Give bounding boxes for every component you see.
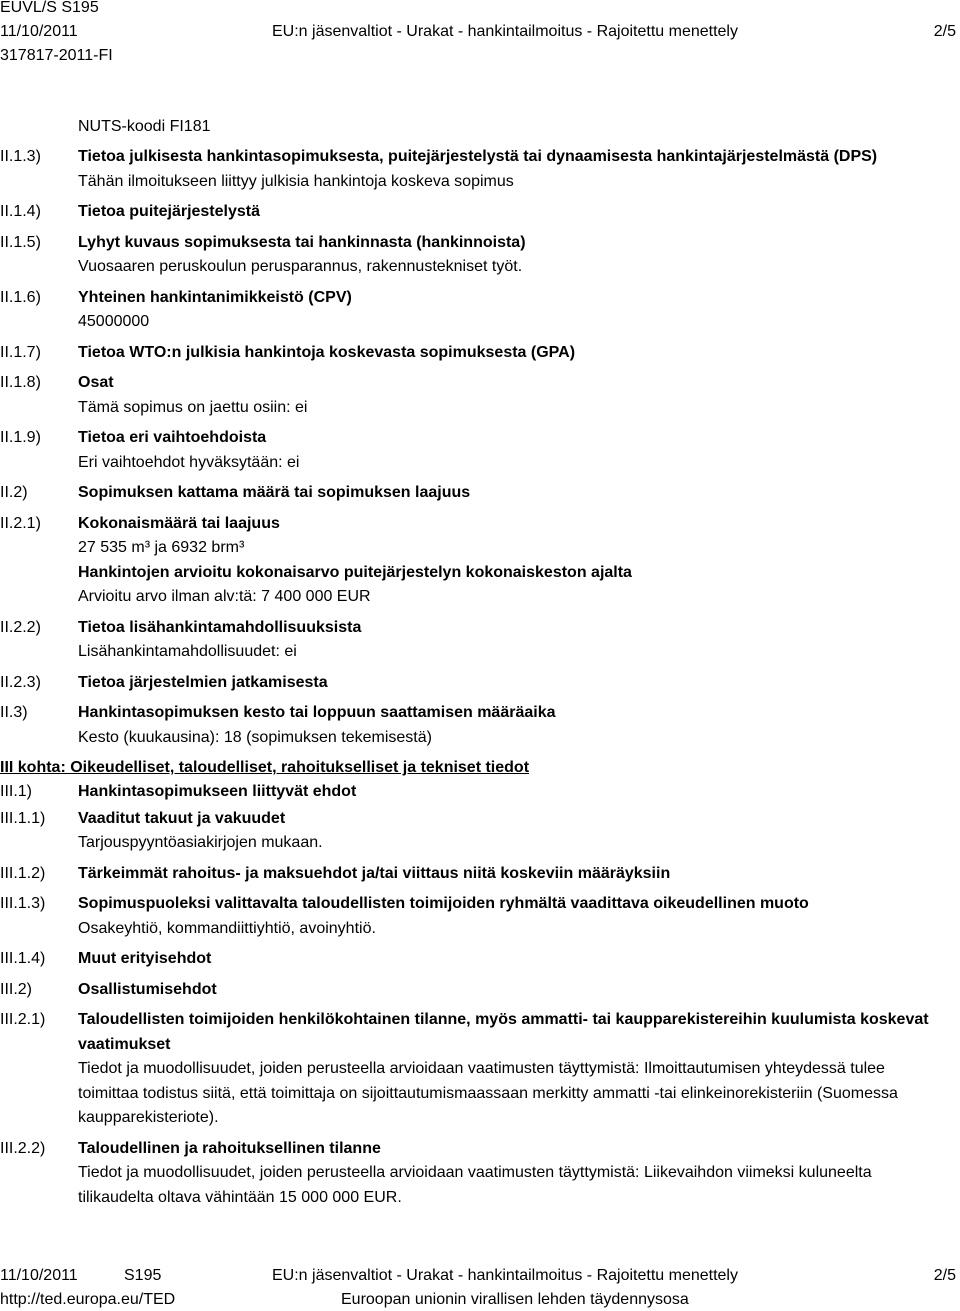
section-content [78, 671, 948, 696]
section-content [78, 616, 948, 665]
section-text: 45000000 [78, 313, 150, 330]
section-content [78, 200, 948, 225]
section-number: III.2) [0, 980, 33, 998]
section-text: 27 535 m³ ja 6932 brm³ [78, 539, 245, 556]
section-content [78, 701, 948, 750]
section-row [0, 512, 960, 610]
section-number: III.1.4) [0, 950, 46, 967]
section-number: II.1.7) [0, 343, 41, 361]
footer-publication: Euroopan unionin virallisen lehden täydennysosa [341, 1291, 689, 1308]
part-iii-heading: III kohta: Oikeudelliset, taloudelliset, rahoitukselliset ja tekniset tiedot [0, 759, 530, 776]
section-title: Tietoa eri vaihtoehdoista [78, 429, 267, 446]
section-content [78, 145, 948, 194]
section-number: III.1.2) [0, 864, 46, 882]
section-row [0, 807, 960, 856]
section-row [0, 1137, 960, 1211]
section-title: Taloudellisten toimijoiden henkilökohtainen tilanne, myös ammatti- tai kaupparekistereihin kuulumista koskevat vaatimukset [78, 1011, 929, 1053]
section-ii-list [0, 145, 960, 750]
doc-number: 317817-2011-FI [0, 47, 113, 64]
section-text: Tiedot ja muodollisuudet, joiden perusteella arvioidaan vaatimusten täyttymistä: Ilmoittautumisen yhteydessä tulee toimittaa todistus siitä, että toimittaja on sijoittautumismaassaan merkitty ammatti -tai elinkeinorekisteriin (Suomessa kaupparekisteriote). [78, 1060, 898, 1126]
section-number: II.1.5) [0, 233, 41, 251]
footer-date: 11/10/2011 [0, 1267, 78, 1284]
section-row [0, 616, 960, 665]
section-row [0, 371, 960, 420]
section-number: II.1.3) [0, 148, 41, 165]
section-number: III.1.1) [0, 809, 46, 827]
section-number: II.2.1) [0, 514, 41, 532]
section-title: Osat [78, 374, 114, 391]
header-page: 2/5 [933, 23, 956, 40]
section-number: III.2.2) [0, 1139, 46, 1157]
section-content [78, 1008, 948, 1131]
footer-series: S195 [124, 1267, 162, 1284]
section-title: Tietoa järjestelmien jatkamisesta [78, 673, 328, 691]
section-title: Hankintasopimuksen kesto tai loppuun saattamisen määräaika [78, 704, 556, 721]
section-subtitle: Hankintojen arvioitu kokonaisarvo puitejärjestelyn kokonaiskeston ajalta [78, 563, 632, 581]
section-content [78, 286, 948, 335]
section-title: Yhteinen hankintanimikkeistö (CPV) [78, 288, 352, 306]
section-iii-list [0, 780, 960, 1210]
nuts-code: NUTS-koodi FI181 [78, 118, 211, 135]
section-row [0, 200, 960, 225]
section-row [0, 1008, 960, 1131]
section-number: III.1.3) [0, 895, 46, 912]
header-title: EU:n jäsenvaltiot - Urakat - hankintailmoitus - Rajoitettu menettely [272, 23, 738, 40]
section-number: II.1.8) [0, 374, 41, 391]
section-title: Lyhyt kuvaus sopimuksesta tai hankinnasta (hankinnoista) [78, 233, 526, 251]
section-row [0, 231, 960, 280]
section-row [0, 701, 960, 750]
doc-reference: EUVL/S S195 [0, 0, 99, 16]
section-title: Tietoa julkisesta hankintasopimuksesta, puitejärjestelystä tai dynaamisesta hankintajärjestelmästä (DPS) [78, 148, 878, 165]
section-content [78, 807, 948, 856]
section-title: Tietoa puitejärjestelystä [78, 203, 260, 220]
section-content [78, 426, 948, 475]
footer-page: 2/5 [933, 1267, 956, 1284]
section-title: Taloudellinen ja rahoituksellinen tilanne [78, 1139, 381, 1157]
section-content [78, 481, 948, 506]
section-row [0, 145, 960, 194]
section-content [78, 1137, 948, 1211]
nuts-row [0, 115, 960, 145]
section-row [0, 892, 960, 941]
section-text: Tämä sopimus on jaettu osiin: ei [78, 398, 308, 416]
section-number: II.2) [0, 484, 28, 501]
section-content [78, 231, 948, 280]
section-content [78, 512, 948, 610]
section-content [78, 371, 948, 420]
section-number: II.1.9) [0, 429, 41, 446]
section-title: Hankintasopimukseen liittyvät ehdot [78, 783, 357, 800]
document-body [0, 115, 960, 1215]
footer-title: EU:n jäsenvaltiot - Urakat - hankintailmoitus - Rajoitettu menettely [272, 1267, 738, 1284]
section-row [0, 862, 960, 887]
section-title: Sopimuksen kattama määrä tai sopimuksen laajuus [78, 484, 471, 501]
section-text: Osakeyhtiö, kommandiittiyhtiö, avoinyhtiö. [78, 919, 376, 937]
section-number: II.3) [0, 704, 28, 721]
section-number: II.2.2) [0, 618, 41, 636]
section-title: Osallistumisehdot [78, 980, 217, 998]
section-content [78, 892, 948, 941]
section-content [78, 341, 948, 366]
section-number: III.2.1) [0, 1011, 46, 1028]
section-row [0, 481, 960, 506]
section-text: Tähän ilmoitukseen liittyy julkisia hankintoja koskeva sopimus [78, 172, 514, 190]
section-content [78, 978, 948, 1003]
section-text: Kesto (kuukausina): 18 (sopimuksen tekemisestä) [78, 728, 432, 746]
section-number: III.1) [0, 783, 33, 800]
section-content [78, 947, 948, 972]
section-row [0, 947, 960, 972]
section-title: Sopimuspuoleksi valittavalta taloudellisten toimijoiden ryhmältä vaadittava oikeudellinen muoto [78, 895, 809, 912]
section-row [0, 671, 960, 696]
section-text: Eri vaihtoehdot hyväksytään: ei [78, 453, 300, 471]
section-text: Tiedot ja muodollisuudet, joiden perusteella arvioidaan vaatimusten täyttymistä: Liikevaihdon viimeksi kuluneelta tilikaudelta oltava vähintään 15 000 000 EUR. [78, 1164, 872, 1206]
section-row [0, 780, 960, 805]
section-number: II.2.3) [0, 673, 41, 691]
section-title: Tietoa WTO:n julkisia hankintoja koskevasta sopimuksesta (GPA) [78, 343, 576, 361]
section-title: Vaaditut takuut ja vakuudet [78, 809, 286, 827]
footer-url[interactable]: http://ted.europa.eu/TED [0, 1291, 176, 1308]
section-title: Tietoa lisähankintamahdollisuuksista [78, 618, 362, 636]
header-date: 11/10/2011 [0, 23, 78, 40]
section-row [0, 978, 960, 1003]
section-title: Tärkeimmät rahoitus- ja maksuehdot ja/tai viittaus niitä koskeviin määräyksiin [78, 864, 671, 882]
section-row [0, 286, 960, 335]
section-subtext: Arvioitu arvo ilman alv:tä: 7 400 000 EUR [78, 588, 371, 605]
section-text: Vuosaaren peruskoulun perusparannus, rakennustekniset työt. [78, 258, 523, 275]
section-title: Muut erityisehdot [78, 950, 212, 967]
part-iii-heading-row [0, 756, 960, 780]
section-text: Lisähankintamahdollisuudet: ei [78, 643, 297, 660]
section-number: II.1.6) [0, 288, 41, 306]
section-row [0, 341, 960, 366]
section-content [78, 862, 948, 887]
section-text: Tarjouspyyntöasiakirjojen mukaan. [78, 834, 323, 851]
section-number: II.1.4) [0, 203, 41, 220]
section-content [78, 780, 948, 805]
section-title: Kokonaismäärä tai laajuus [78, 514, 280, 532]
section-row [0, 426, 960, 475]
